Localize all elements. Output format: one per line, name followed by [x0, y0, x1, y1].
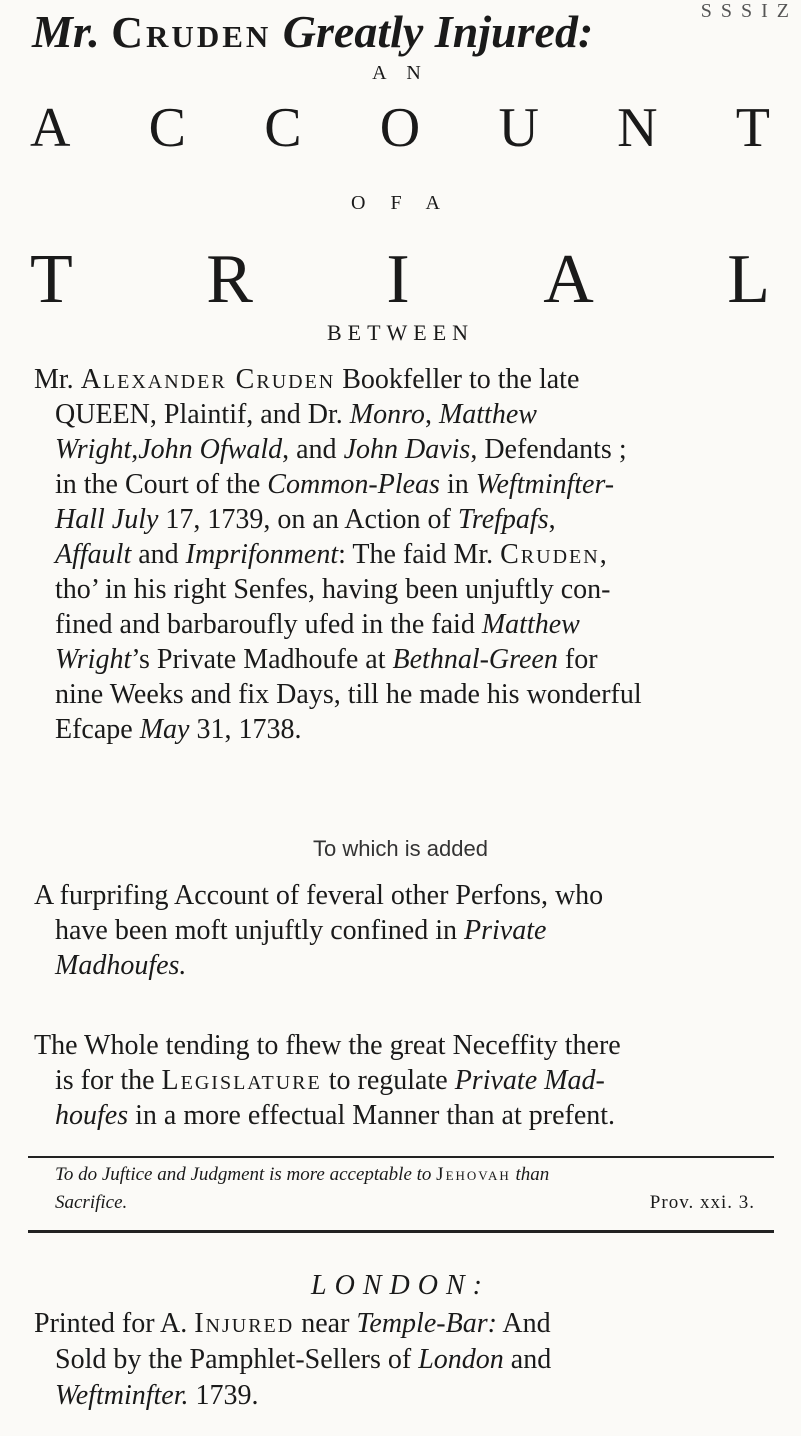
body-line: QUEEN, Plaintif, and Dr. Monro, Matthew [55, 399, 537, 430]
body-line: tho’ in his right Senfes, having been unjuftly con- [55, 574, 611, 605]
imprint-line: Sold by the Pamphlet-Sellers of London and [55, 1344, 552, 1375]
account-letter: N [617, 97, 658, 159]
para3-line: is for the Legislature to regulate Private Mad- [55, 1065, 605, 1096]
imprint-place: LONDON: [311, 1270, 490, 1301]
heading-an: A N [372, 62, 429, 84]
title-prefix: Mr. [32, 6, 100, 57]
to-which-is-added: To which is added [313, 836, 488, 861]
para2-line: A furprifing Account of feveral other Perfons, who [34, 880, 604, 911]
motto-line-1: To do Juftice and Judgment is more acceptable to Jehovah than [55, 1164, 550, 1185]
body-line: in the Court of the Common-Pleas in Weftminfter- [55, 469, 615, 500]
heading-of-a: O F A [351, 192, 450, 214]
heading-account [30, 96, 770, 160]
para2-line: Madhoufes. [55, 950, 187, 981]
account-letter: T [735, 97, 770, 159]
body-line: Wright,John Ofwald, and John Davis, Defendants ; [55, 434, 627, 465]
title-rest: Greatly Injured: [282, 6, 594, 57]
body-line: Mr. Alexander Cruden Bookfeller to the late [34, 364, 580, 395]
imprint-line: Weftminfter. 1739. [55, 1380, 259, 1411]
imprint-line: Printed for A. Injured near Temple-Bar: And [34, 1308, 551, 1339]
body-line: Hall July 17, 1739, on an Action of Trefpafs, [55, 504, 556, 535]
trial-letter: T [30, 241, 73, 318]
bottom-rule [28, 1230, 774, 1233]
heading-trial [30, 240, 770, 320]
corner-mark: S S S I Z [700, 0, 791, 22]
title-name: Cruden [111, 8, 272, 57]
para3-line: The Whole tending to fhew the great Neceffity there [34, 1030, 621, 1061]
body-line: Efcape May 31, 1738. [55, 714, 302, 745]
para2-line: have been moft unjuftly confined in Private [55, 915, 547, 946]
heading-between: BETWEEN [326, 320, 475, 345]
top-rule [28, 1156, 774, 1158]
body-line: Wright’s Private Madhoufe at Bethnal-Green for [55, 644, 598, 675]
account-letter: C [264, 97, 302, 159]
motto-citation: Prov. xxi. 3. [649, 1192, 755, 1213]
account-letter: U [498, 97, 539, 159]
body-line: Affault and Imprifonment: The faid Mr. Cruden, [55, 539, 607, 570]
trial-letter: L [727, 241, 770, 318]
para3-line: houfes in a more effectual Manner than at prefent. [55, 1100, 616, 1131]
title [32, 4, 593, 61]
body-line: nine Weeks and fix Days, till he made his wonderful [55, 679, 642, 710]
motto-sacrifice: Sacrifice. [55, 1192, 128, 1213]
trial-letter: R [206, 241, 253, 318]
trial-letter: I [386, 241, 410, 318]
account-letter: C [148, 97, 187, 159]
trial-letter: A [543, 241, 594, 318]
body-line: fined and barbaroufly ufed in the faid Matthew [55, 609, 580, 640]
account-letter: O [379, 97, 421, 159]
motto-line-2 [55, 1190, 755, 1216]
account-letter: A [30, 97, 71, 159]
